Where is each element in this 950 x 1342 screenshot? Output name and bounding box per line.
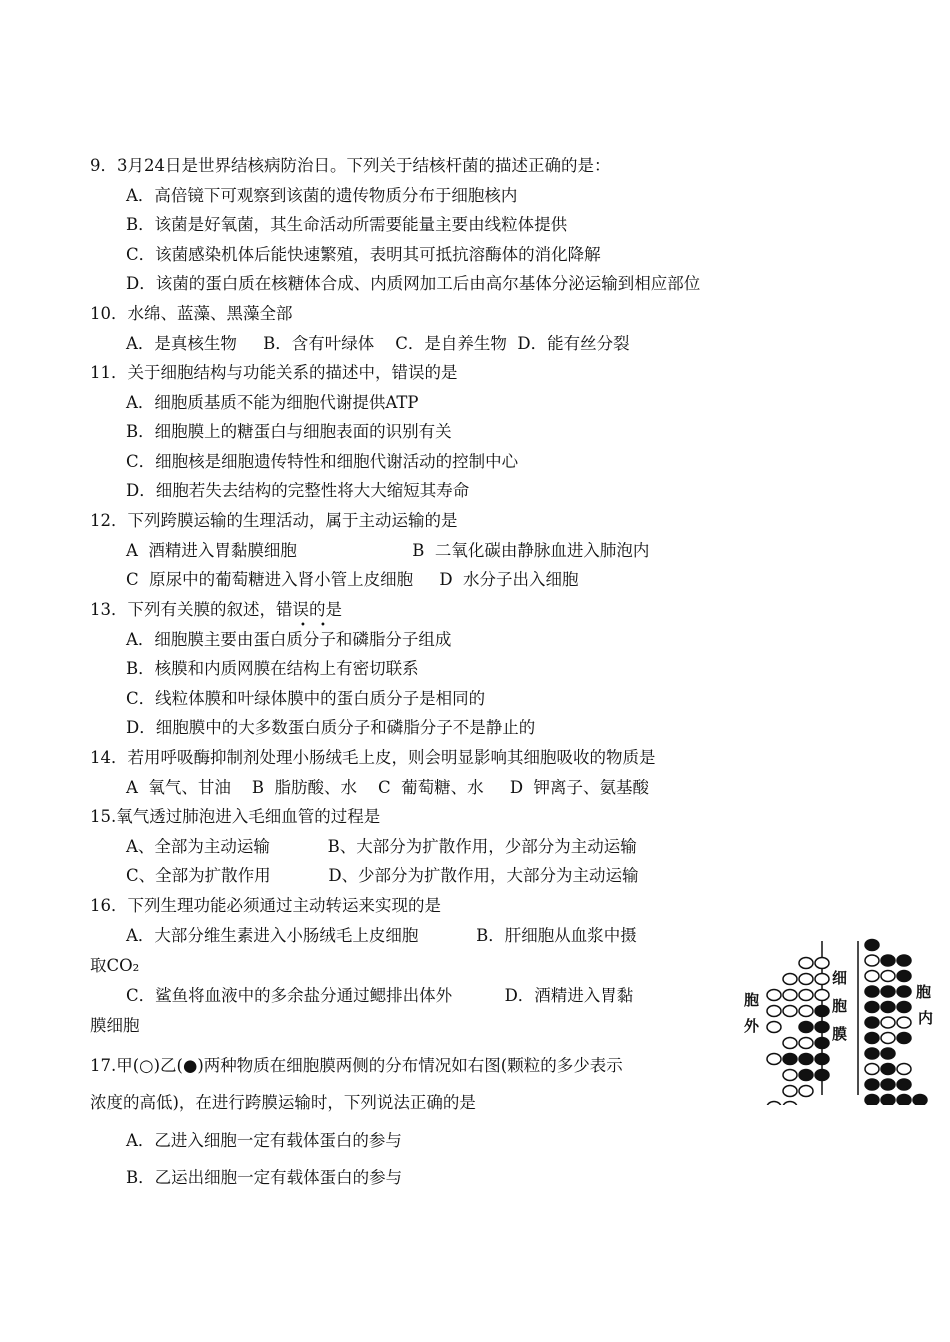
inside-particle-solid — [897, 986, 911, 997]
inside-particle-solid — [881, 1002, 895, 1013]
outside-particle-hollow — [799, 1086, 813, 1097]
line-q9c: C．该菌感染机体后能快速繁殖，表明其可抵抗溶酶体的消化降解 — [126, 245, 601, 264]
membrane-label-3: 膜 — [832, 1025, 848, 1043]
inside-particle-solid — [881, 986, 895, 997]
outside-particle-solid — [799, 1054, 813, 1065]
membrane-label-2: 胞 — [832, 997, 848, 1015]
inside-particle-hollow — [865, 955, 879, 966]
line-q12cd: C 原尿中的葡萄糖进入肾小管上皮细胞 D 水分子出入细胞 — [126, 570, 579, 589]
outside-particle-solid — [815, 1054, 829, 1065]
outside-particle-hollow — [799, 958, 813, 969]
outside-particle-hollow — [815, 990, 829, 1001]
line-q14: 14．若用呼吸酶抑制剂处理小肠绒毛上皮，则会明显影响其细胞吸收的物质是 — [90, 748, 656, 767]
outside-particle-solid — [783, 1054, 797, 1065]
line-q16: 16．下列生理功能必须通过主动转运来实现的是 — [90, 896, 441, 915]
line-q11a: A．细胞质基质不能为细胞代谢提供ATP — [126, 393, 419, 412]
line-q15ab: A、全部为主动运输 B、大部分为扩散作用，少部分为主动运输 — [126, 837, 637, 856]
inside-particle-hollow — [897, 1064, 911, 1075]
inside-particle-solid — [865, 986, 879, 997]
inside-particle-solid — [865, 1033, 879, 1044]
emphasis-dot: • — [300, 620, 306, 631]
line-q9b: B．该菌是好氧菌，其生命活动所需要能量主要由线粒体提供 — [126, 215, 568, 234]
outside-particle-hollow — [783, 1086, 797, 1097]
inside-particle-solid — [881, 1064, 895, 1075]
outside-particle-hollow — [767, 1006, 781, 1017]
inside-label-1: 胞 — [916, 983, 932, 1001]
outside-particle-hollow — [799, 990, 813, 1001]
line-q14o: A 氧气、甘油 B 脂肪酸、水 C 葡萄糖、水 D 钾离子、氨基酸 — [126, 778, 650, 797]
outside-particles — [767, 958, 829, 1106]
inside-particle-solid — [881, 1079, 895, 1090]
line-q9: 9．3月24日是世界结核病防治日。下列关于结核杆菌的描述正确的是： — [90, 156, 611, 175]
outside-label-2: 外 — [744, 1017, 760, 1035]
outside-particle-solid — [815, 1006, 829, 1017]
outside-particle-solid — [815, 1070, 829, 1081]
outside-particle-hollow — [783, 1070, 797, 1081]
inside-particle-hollow — [881, 1033, 895, 1044]
outside-particle-solid — [799, 1022, 813, 1033]
line-q15cd: C、全部为扩散作用 D、少部分为扩散作用，大部分为主动运输 — [126, 866, 639, 885]
inside-particle-solid — [881, 1095, 895, 1106]
inside-particle-hollow — [881, 971, 895, 982]
line-q16ab: A．大部分维生素进入小肠绒毛上皮细胞 B．肝细胞从血浆中摄 — [126, 926, 637, 945]
inside-particle-hollow — [865, 971, 879, 982]
inside-particle-solid — [897, 1002, 911, 1013]
line-q9d: D．该菌的蛋白质在核糖体合成、内质网加工后由高尔基体分泌运输到相应部位 — [126, 274, 701, 293]
line-q17b: 浓度的高低)，在进行跨膜运输时，下列说法正确的是 — [90, 1093, 476, 1112]
outside-particle-hollow — [783, 1006, 797, 1017]
outside-particle-hollow — [783, 1038, 797, 1049]
outside-particle-hollow — [767, 1054, 781, 1065]
outside-particle-hollow — [767, 1102, 781, 1106]
line-q12ab: A 酒精进入胃黏膜细胞 B 二氧化碳由静脉血进入肺泡内 — [126, 541, 650, 560]
outside-particle-hollow — [783, 990, 797, 1001]
inside-particle-solid — [881, 1048, 895, 1059]
inside-particle-hollow — [865, 1064, 879, 1075]
line-q11c: C．细胞核是细胞遗传特性和细胞代谢活动的控制中心 — [126, 452, 519, 471]
inside-particle-hollow — [881, 1017, 895, 1028]
inside-particle-solid — [897, 1033, 911, 1044]
line-q16cd: C．鲨鱼将血液中的多余盐分通过鳃排出体外 D．酒精进入胃黏 — [126, 986, 634, 1005]
outside-particle-hollow — [815, 958, 829, 969]
inside-particle-solid — [897, 1095, 911, 1106]
line-q13: 13．下列有关膜的叙述，错误的是 — [90, 600, 342, 619]
inside-particle-solid — [865, 1048, 879, 1059]
outside-particle-solid — [799, 1070, 813, 1081]
outside-particle-hollow — [815, 974, 829, 985]
inside-particle-solid — [897, 1079, 911, 1090]
line-q16ab2: 取CO₂ — [90, 956, 140, 975]
inside-particle-hollow — [897, 1017, 911, 1028]
line-q10: 10．水绵、蓝藻、黑藻全部 — [90, 304, 293, 323]
line-q17: 17.甲(○)乙(●)两种物质在细胞膜两侧的分布情况如右图(颗粒的多少表示 — [90, 1056, 623, 1075]
outside-particle-solid — [815, 1038, 829, 1049]
outside-particle-hollow — [767, 1022, 781, 1033]
line-q11b: B．细胞膜上的糖蛋白与细胞表面的识别有关 — [126, 422, 452, 441]
line-q13a: A．细胞膜主要由蛋白质分子和磷脂分子组成 — [126, 630, 452, 649]
line-q16cd2: 膜细胞 — [90, 1016, 140, 1035]
line-q12: 12．下列跨膜运输的生理活动，属于主动运输的是 — [90, 511, 458, 530]
inside-particle-solid — [865, 1095, 879, 1106]
outside-particle-hollow — [799, 1038, 813, 1049]
line-q11: 11．关于细胞结构与功能关系的描述中，错误的是 — [90, 363, 458, 382]
inside-particle-solid — [913, 1095, 927, 1106]
outside-particle-hollow — [799, 1006, 813, 1017]
inside-particle-solid — [865, 940, 879, 951]
inside-particle-solid — [897, 955, 911, 966]
outside-particle-hollow — [799, 974, 813, 985]
inside-particle-solid — [881, 955, 895, 966]
outside-particle-solid — [815, 1022, 829, 1033]
line-q13b: B．核膜和内质网膜在结构上有密切联系 — [126, 659, 419, 678]
line-q13c: C．线粒体膜和叶绿体膜中的蛋白质分子是相同的 — [126, 689, 486, 708]
line-q17A: A．乙进入细胞一定有载体蛋白的参与 — [126, 1131, 402, 1150]
line-q10o: A．是真核生物 B．含有叶绿体 C．是自养生物 D．能有丝分裂 — [126, 334, 630, 353]
line-q15: 15.氧气透过肺泡进入毛细血管的过程是 — [90, 807, 381, 826]
line-q17B: B．乙运出细胞一定有载体蛋白的参与 — [126, 1168, 403, 1187]
line-q9a: A．高倍镜下可观察到该菌的遗传物质分布于细胞核内 — [126, 186, 518, 205]
outside-label-1: 胞 — [744, 991, 760, 1009]
line-q11d: D．细胞若失去结构的完整性将大大缩短其寿命 — [126, 481, 470, 500]
emphasis-dot: • — [320, 620, 326, 631]
inside-label-2: 内 — [918, 1009, 934, 1027]
inside-particle-solid — [865, 1079, 879, 1090]
outside-particle-hollow — [783, 974, 797, 985]
inside-particle-solid — [897, 971, 911, 982]
outside-particle-hollow — [767, 990, 781, 1001]
membrane-diagram — [740, 935, 940, 1105]
outside-particle-hollow — [783, 1102, 797, 1106]
inside-particle-solid — [865, 1002, 879, 1013]
membrane-label-1: 细 — [832, 969, 848, 987]
line-q13d: D．细胞膜中的大多数蛋白质分子和磷脂分子不是静止的 — [126, 718, 536, 737]
inside-particle-solid — [865, 1017, 879, 1028]
